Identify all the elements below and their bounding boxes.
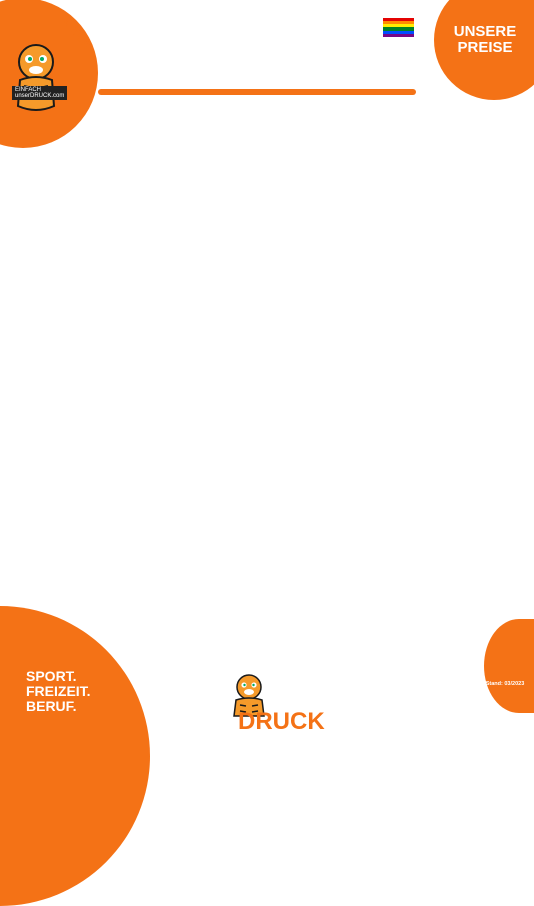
ideen-label: IDEEN	[58, 11, 96, 53]
corner-shape-bottom-left	[0, 606, 150, 906]
title-underline	[98, 89, 416, 95]
logo-badge	[12, 86, 67, 100]
logo-einfach: EINFACH	[15, 87, 42, 93]
corner-shape-bottom-right	[484, 619, 534, 713]
slogan	[26, 669, 91, 714]
brand-wordmark	[238, 708, 325, 736]
tiger-logo-icon	[6, 40, 66, 118]
slogan-line: BERUF.	[26, 698, 77, 714]
logo-site: unserDRUCK.com	[15, 93, 65, 99]
stand-date: Stand: 03/2023	[485, 681, 525, 687]
rainbow-flag-icon	[383, 18, 414, 37]
page-title	[100, 54, 414, 80]
price-badge: UNSERE PREISE	[453, 23, 517, 56]
slogan-line: FREIZEIT.	[26, 683, 91, 699]
slogan-line: SPORT.	[26, 668, 77, 684]
rainbow-stripe	[383, 34, 414, 37]
brand-name: DRUCK	[238, 708, 325, 735]
